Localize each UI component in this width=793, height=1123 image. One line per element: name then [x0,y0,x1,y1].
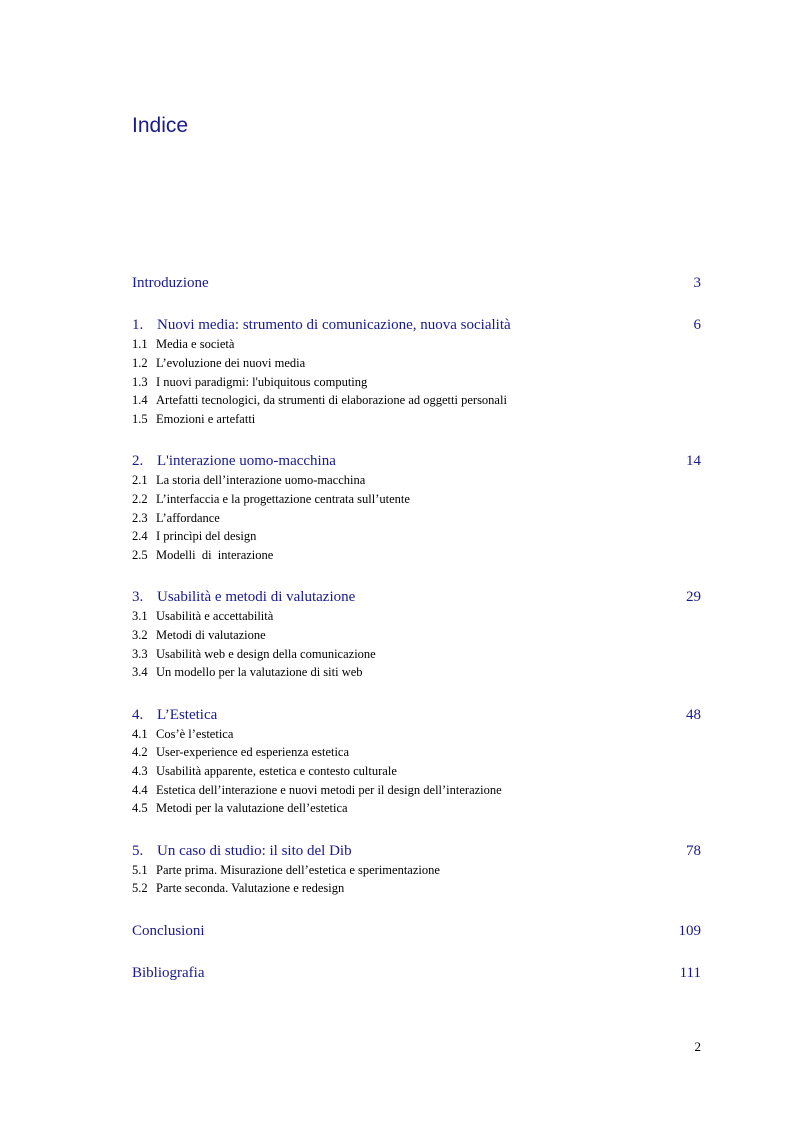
section-title: Artefatti tecnologici, da strumenti di elaborazione ad oggetti personali [156,393,507,407]
section-title: L’evoluzione dei nuovi media [156,356,306,370]
section-title: La storia dell’interazione uomo-macchina [156,473,366,487]
chapter-title: Un caso di studio: il sito del Dib [157,843,352,859]
section-title: Metodi di valutazione [156,628,266,642]
section-number: 2.3 [132,511,148,525]
chapter-page: 14 [686,453,701,469]
chapter-number: 5. [132,843,144,859]
section-number: 1.5 [132,412,148,426]
chapter-page: 29 [686,589,701,605]
toc-section-4-5[interactable] [132,800,348,816]
section-number: 4.5 [132,801,148,815]
toc-section-3-1[interactable] [132,608,273,624]
toc-entry-label: Introduzione [132,275,209,291]
chapter-number: 4. [132,707,144,723]
section-number: 2.4 [132,529,148,543]
toc-entry-page: 111 [679,965,701,981]
toc-entry-bibliografia[interactable] [132,963,701,983]
toc-entry-page: 109 [678,923,701,939]
chapter-title: L’Estetica [157,707,218,723]
section-number: 1.4 [132,393,148,407]
section-number: 5.2 [132,881,148,895]
toc-chapter-4[interactable] [132,705,701,725]
toc-section-4-2[interactable] [132,744,349,760]
section-title: I nuovi paradigmi: l'ubiquitous computing [156,375,368,389]
section-number: 4.1 [132,727,148,741]
toc-section-3-3[interactable] [132,646,376,662]
toc-section-3-2[interactable] [132,627,266,643]
section-title: Parte seconda. Valutazione e redesign [156,881,345,895]
chapter-title: Usabilità e metodi di valutazione [157,589,356,605]
section-number: 3.4 [132,665,148,679]
section-number: 3.3 [132,647,148,661]
toc-chapter-2[interactable] [132,451,701,471]
toc-chapter-5[interactable] [132,841,701,861]
section-number: 1.3 [132,375,148,389]
section-title: Modelli di interazione [156,548,274,562]
toc-entry-conclusioni[interactable] [132,921,701,941]
section-title: L’affordance [156,511,220,525]
toc-section-1-4[interactable] [132,392,507,408]
toc-entry-label: Bibliografia [132,965,205,981]
section-number: 4.2 [132,745,148,759]
chapter-title: L'interazione uomo-macchina [157,453,336,469]
toc-section-3-4[interactable] [132,664,363,680]
toc-section-2-3[interactable] [132,510,220,526]
section-title: Media e società [156,337,235,351]
toc-section-1-1[interactable] [132,336,234,352]
section-title: Un modello per la valutazione di siti web [156,665,363,679]
chapter-page: 6 [693,317,701,333]
section-title: I princìpi del design [156,529,257,543]
page-title: Indice [132,114,189,137]
section-number: 5.1 [132,863,148,877]
chapter-title: Nuovi media: strumento di comunicazione, nuova socialità [157,317,511,333]
toc-section-4-1[interactable] [132,726,233,742]
section-title: Usabilità e accettabilità [156,609,274,623]
section-title: Metodi per la valutazione dell’estetica [156,801,348,815]
section-number: 2.2 [132,492,148,506]
toc-section-5-1[interactable] [132,862,440,878]
toc-section-1-5[interactable] [132,411,255,427]
section-title: Usabilità apparente, estetica e contesto culturale [156,764,397,778]
section-number: 2.1 [132,473,148,487]
toc-section-4-4[interactable] [132,782,502,798]
section-title: Estetica dell’interazione e nuovi metodi per il design dell’interazione [156,783,502,797]
chapter-number: 3. [132,589,144,605]
section-number: 1.1 [132,337,148,351]
toc-section-1-2[interactable] [132,355,305,371]
chapter-page: 78 [686,843,701,859]
toc-section-5-2[interactable] [132,880,344,896]
section-number: 4.4 [132,783,148,797]
toc-entry-introduzione[interactable] [132,273,701,293]
toc-entry-label: Conclusioni [132,923,205,939]
page-number: 2 [694,1039,701,1054]
section-number: 2.5 [132,548,148,562]
toc-chapter-1[interactable] [132,315,701,335]
toc-section-2-4[interactable] [132,528,256,544]
section-title: Cos’è l’estetica [156,727,234,741]
section-title: Usabilità web e design della comunicazione [156,647,376,661]
chapter-number: 2. [132,453,144,469]
chapter-number: 1. [132,317,144,333]
toc-section-2-2[interactable] [132,491,410,507]
section-title: Emozioni e artefatti [156,412,256,426]
section-number: 3.1 [132,609,148,623]
section-number: 3.2 [132,628,148,642]
toc-entry-page: 3 [693,275,701,291]
section-title: User-experience ed esperienza estetica [156,745,350,759]
toc-section-2-1[interactable] [132,472,365,488]
toc-section-4-3[interactable] [132,763,397,779]
section-title: Parte prima. Misurazione dell’estetica e sperimentazione [156,863,440,877]
section-number: 4.3 [132,764,148,778]
toc-section-1-3[interactable] [132,374,367,390]
toc-section-2-5[interactable] [132,547,273,563]
chapter-page: 48 [686,707,701,723]
toc-chapter-3[interactable] [132,587,701,607]
section-title: L’interfaccia e la progettazione centrata sull’utente [156,492,410,506]
section-number: 1.2 [132,356,148,370]
